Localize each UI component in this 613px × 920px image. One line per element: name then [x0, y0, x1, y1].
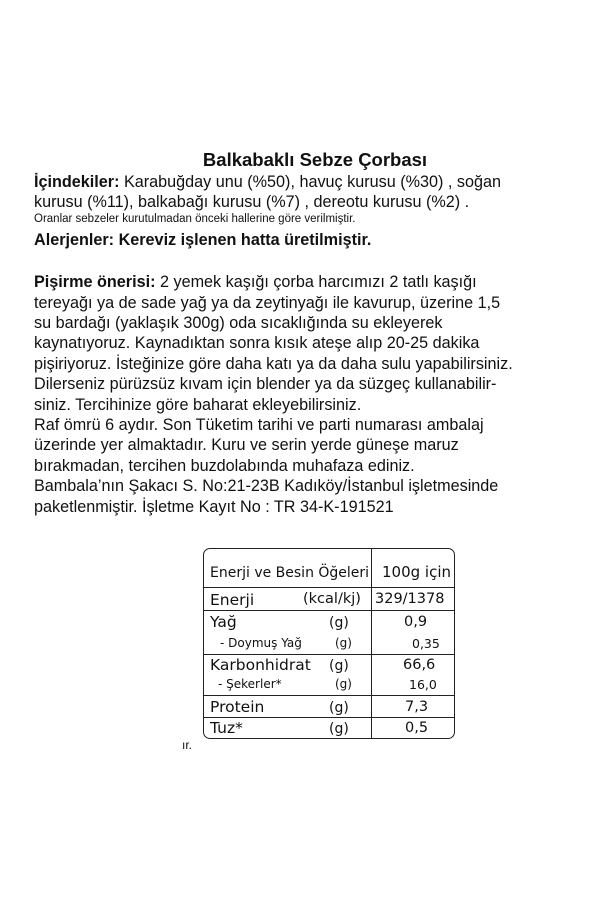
nutrition-row-name: Karbonhidrat — [210, 656, 311, 674]
divider — [204, 587, 454, 588]
ingredients-label: İçindekiler: — [34, 173, 120, 191]
product-title: Balkabaklı Sebze Çorbası — [202, 149, 428, 170]
preparation-section — [34, 272, 582, 415]
nutrition-row-unit: (g) — [329, 700, 349, 716]
preparation-line-3: su bardağı (yaklaşık 300g) oda sıcaklığında su ekleyerek — [34, 314, 443, 333]
preparation-label: Pişirme önerisi: — [34, 273, 156, 292]
nutrition-row-unit: (g) — [329, 658, 349, 674]
preparation-line-1: 2 yemek kaşığı çorba harcımızı 2 tatlı kaşığı — [159, 273, 477, 292]
nutrition-row-name: Enerji — [210, 591, 255, 609]
nutrition-row-unit: (g) — [329, 615, 349, 631]
ingredients-note: Oranlar sebzeler kurutulmadan önceki hallerine göre verilmiştir. — [34, 212, 356, 225]
nutrition-row-value: 0,9 — [404, 614, 428, 630]
nutrition-row-value: 7,3 — [405, 699, 429, 715]
producer-line-1: Bambala’nın Şakacı S. No:21-23B Kadıköy/İstanbul işletmesinde — [34, 477, 499, 496]
nutrition-row-name: - Şekerler* — [218, 677, 282, 691]
ingredients-line-1: Karabuğday unu (%50), havuç kurusu (%30) , soğan — [123, 173, 501, 191]
divider — [204, 654, 454, 655]
divider — [204, 717, 454, 718]
nutrition-row-value: 329/1378 — [375, 591, 445, 607]
nutrition-row-value: 0,35 — [412, 636, 440, 651]
nutrition-row-name: Yağ — [210, 613, 237, 631]
nutrition-row-value: 66,6 — [403, 657, 436, 673]
storage-line-2: üzerinde yer almaktadır. Kuru ve serin yerde güneşe maruz — [34, 436, 459, 455]
ingredients-section — [34, 172, 582, 213]
storage-line-3: bırakmadan, tercihen buzdolabında muhafaza ediniz. — [34, 456, 415, 475]
nutrition-table — [203, 548, 455, 739]
nutrition-row-name: - Doymuş Yağ — [220, 636, 302, 650]
nutrition-row-name: Protein — [210, 698, 265, 716]
preparation-line-7: siniz. Tercihinize göre baharat ekleyebilirsiniz. — [34, 395, 362, 414]
divider — [204, 610, 454, 611]
allergens-text: Alerjenler: Kereviz işlenen hatta üretilmiştir. — [34, 230, 372, 249]
preparation-line-6: Dilerseniz pürüzsüz kıvam için blender ya da süzgeç kullanabilir- — [34, 375, 497, 394]
preparation-line-4: kaynatıyoruz. Kaynadıktan sonra kısık ateşe alıp 20-25 dakika — [34, 334, 480, 353]
stray-text: ır. — [182, 738, 193, 752]
nutrition-row-unit: (kcal/kj) — [303, 591, 361, 607]
producer-section — [34, 476, 582, 517]
column-divider — [371, 549, 372, 738]
preparation-line-2: tereyağı ya de sade yağ ya da zeytinyağı ile kavurup, üzerine 1,5 — [34, 293, 501, 312]
ingredients-line-2: kurusu (%11), balkabağı kurusu (%7) , dereotu kurusu (%2) . — [34, 193, 470, 212]
nutrition-header-right: 100g için — [382, 563, 452, 581]
nutrition-row-unit: (g) — [335, 636, 352, 650]
producer-line-2: paketlenmiştir. İşletme Kayıt No : TR 34-K-191521 — [34, 497, 394, 516]
nutrition-header-left: Enerji ve Besin Öğeleri — [210, 565, 370, 581]
storage-section — [34, 415, 582, 476]
nutrition-row-value: 16,0 — [409, 677, 437, 692]
nutrition-row-value: 0,5 — [405, 720, 429, 736]
nutrition-row-unit: (g) — [329, 721, 349, 737]
label-text-block — [34, 148, 582, 517]
storage-line-1: Raf ömrü 6 aydır. Son Tüketim tarihi ve parti numarası ambalaj — [34, 416, 484, 435]
divider — [204, 695, 454, 696]
nutrition-row-name: Tuz* — [210, 719, 243, 737]
preparation-line-5: pişiriyoruz. İsteğinize göre daha katı ya da daha sulu yapabilirsiniz. — [34, 354, 513, 373]
nutrition-row-unit: (g) — [335, 677, 352, 691]
